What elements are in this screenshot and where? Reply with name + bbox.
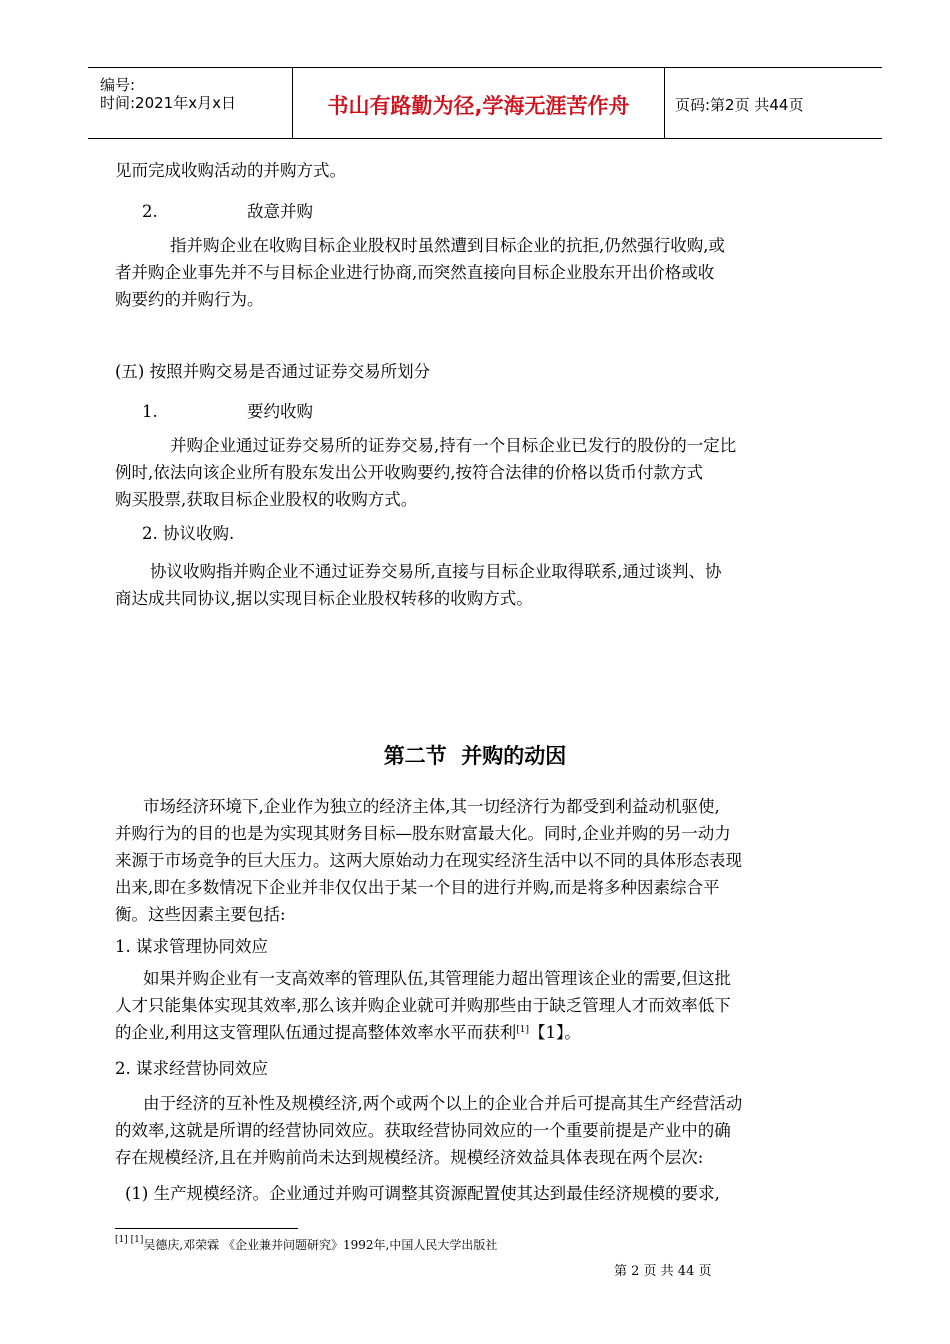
- paragraph-line: 由于经济的互补性及规模经济,两个或两个以上的企业合并后可提高其生产经营活动: [143, 1094, 743, 1113]
- paragraph-line: 并购企业通过证券交易所的证券交易,持有一个目标企业已发行的股份的一定比: [170, 436, 737, 455]
- citation-ref: 【1】。: [529, 1023, 581, 1042]
- list-item-agreement: 2. 协议收购.: [142, 524, 235, 543]
- page-header: [88, 67, 882, 139]
- footnote-marks: [1] [1]: [115, 1235, 144, 1245]
- header-meta-cell: [88, 68, 293, 138]
- list-item-management-synergy: 1. 谋求管理协同效应: [115, 937, 268, 956]
- header-motto: 书山有路勤为径,学海无涯苦作舟: [327, 94, 630, 118]
- footnote: [115, 1236, 497, 1253]
- page-number-footer: 第 2 页 共 44 页: [614, 1264, 712, 1279]
- paragraph-line: 者并购企业事先并不与目标企业进行协商,而突然直接向目标企业股东开出价格或收: [115, 263, 715, 282]
- paragraph-line: 购买股票,获取目标企业股权的收购方式。: [115, 490, 418, 509]
- sub-item-production-scale: (1) 生产规模经济。企业通过并购可调整其资源配置使其达到最佳经济规模的要求,: [125, 1184, 720, 1203]
- list-item-operating-synergy: 2. 谋求经营协同效应: [115, 1059, 268, 1078]
- footnote-text: 吴德庆,邓荣霖 《企业兼并问题研究》1992年,中国人民大学出版社: [143, 1238, 498, 1252]
- paragraph-line-with-ref: [115, 1019, 860, 1046]
- paragraph-line: 购要约的并购行为。: [115, 290, 264, 309]
- list-item-tender-offer: 要约收购: [247, 402, 313, 421]
- paragraph-continuation: 见而完成收购活动的并购方式。: [115, 161, 346, 180]
- footnote-ref-marker: [1]: [516, 1025, 529, 1035]
- doc-code-label: 编号:: [100, 76, 136, 94]
- header-page-cell: [665, 68, 882, 138]
- paragraph-line: 协议收购指并购企业不通过证券交易所,直接与目标企业取得联系,通过谈判、协: [150, 562, 722, 581]
- paragraph-line: 指并购企业在收购目标企业股权时虽然遭到目标企业的抗拒,仍然强行收购,或: [170, 236, 725, 255]
- paragraph-line: 来源于市场竞争的巨大压力。这两大原始动力在现实经济生活中以不同的具体形态表现: [115, 851, 742, 870]
- paragraph-line: 出来,即在多数情况下企业并非仅仅出于某一个目的进行并购,而是将多种因素综合平: [115, 878, 720, 897]
- paragraph-line: 存在规模经济,且在并购前尚未达到规模经济。规模经济效益具体表现在两个层次:: [115, 1148, 704, 1167]
- paragraph-text: 的企业,利用这支管理队伍通过提高整体效率水平而获利: [115, 1023, 517, 1042]
- paragraph-line: 市场经济环境下,企业作为独立的经济主体,其一切经济行为都受到利益动机驱使,: [143, 797, 720, 816]
- list-item-hostile-acquisition: 敌意并购: [247, 202, 313, 221]
- section-heading: (五) 按照并购交易是否通过证券交易所划分: [115, 362, 431, 381]
- section-title: 第二节 并购的动因: [383, 744, 567, 768]
- paragraph-line: 的效率,这就是所谓的经营协同效应。获取经营协同效应的一个重要前提是产业中的确: [115, 1121, 731, 1140]
- paragraph-line: 并购行为的目的也是为实现其财务目标—股东财富最大化。同时,企业并购的另一动力: [115, 824, 731, 843]
- paragraph-line: 例时,依法向该企业所有股东发出公开收购要约,按符合法律的价格以货币付款方式: [115, 463, 703, 482]
- paragraph-line: 人才只能集体实现其效率,那么该并购企业就可并购那些由于缺乏管理人才而效率低下: [115, 996, 731, 1015]
- header-page-info: 页码:第2页 共44页: [675, 96, 804, 114]
- list-item-number: 2.: [142, 202, 158, 221]
- paragraph-line: 如果并购企业有一支高效率的管理队伍,其管理能力超出管理该企业的需要,但这批: [143, 969, 731, 988]
- header-motto-cell: [293, 68, 665, 138]
- paragraph-line: 衡。这些因素主要包括:: [115, 905, 286, 924]
- footnote-divider: [115, 1228, 298, 1229]
- doc-time-label: 时间:2021年x月x日: [100, 94, 236, 112]
- paragraph-line: 商达成共同协议,据以实现目标企业股权转移的收购方式。: [115, 589, 533, 608]
- list-item-number: 1.: [142, 402, 158, 421]
